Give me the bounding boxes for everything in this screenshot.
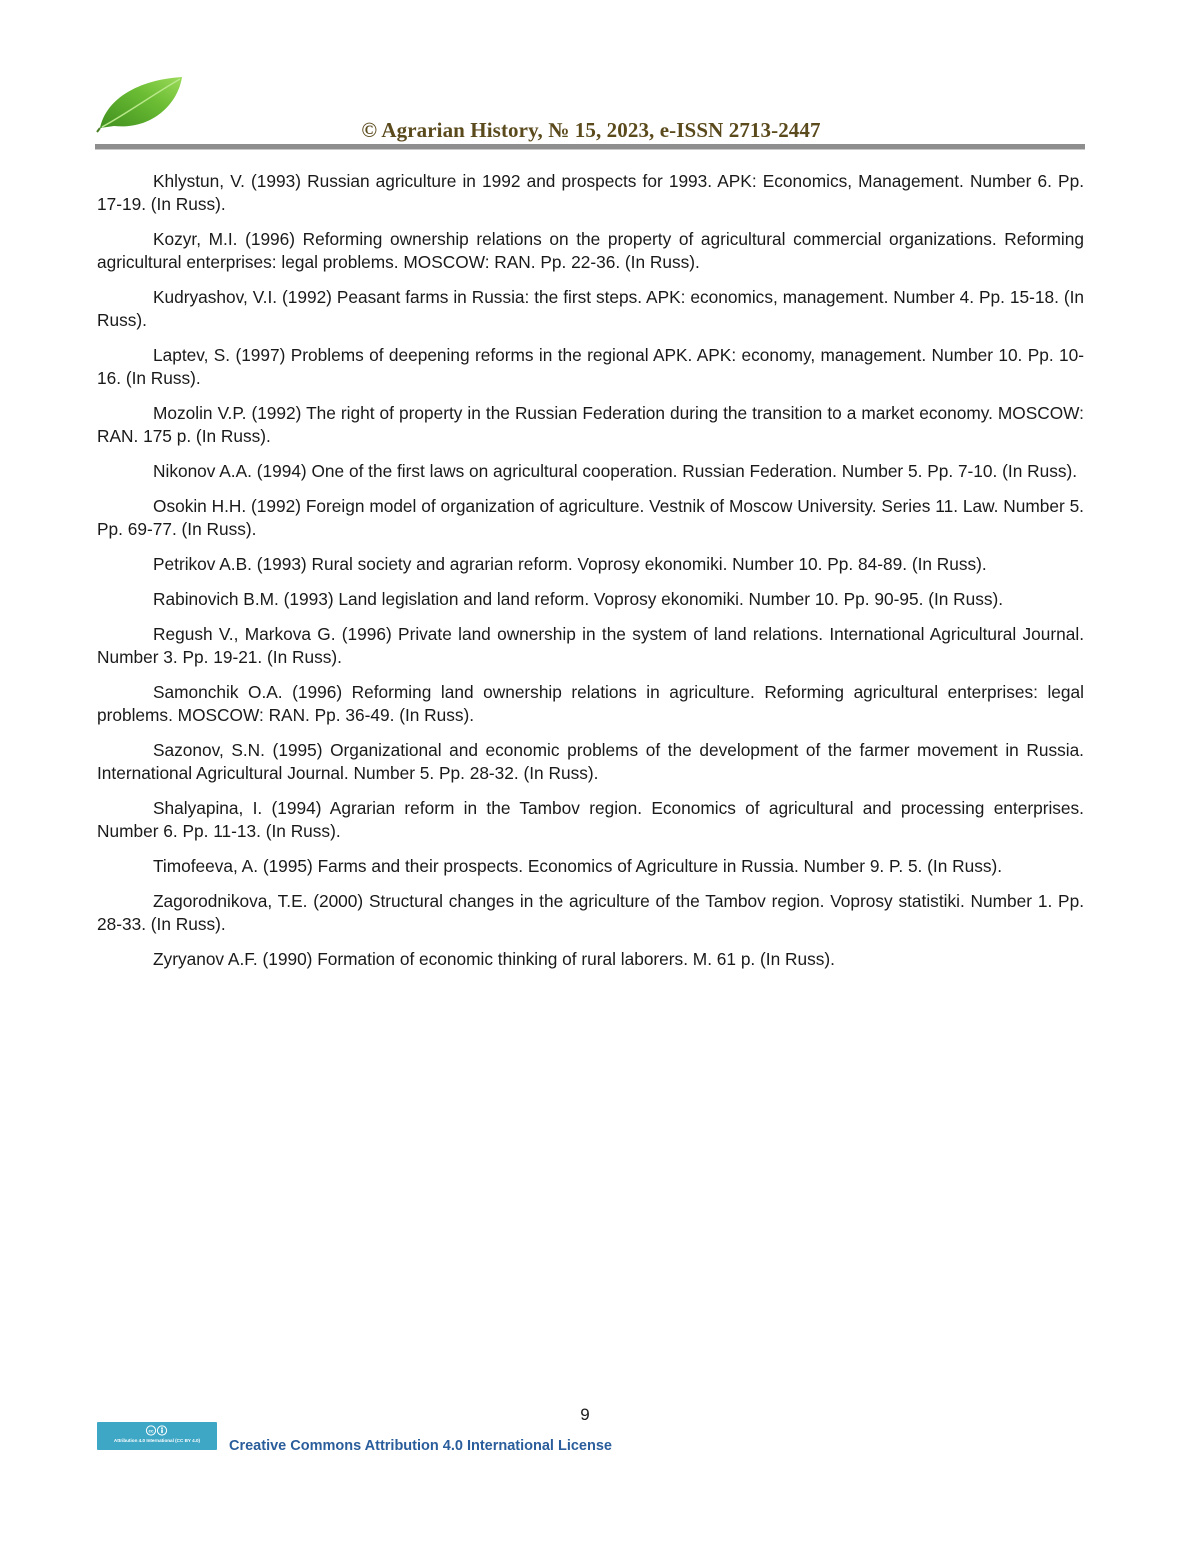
reference-entry: Zyryanov A.F. (1990) Formation of economic thinking of rural laborers. M. 61 p. (In Russ). xyxy=(153,949,835,969)
reference-entry: Khlystun, V. (1993) Russian agriculture in 1992 and prospects for 1993. APK: Economics, Management. Number 6. Pp. 17-19. (In Russ). xyxy=(97,171,1084,214)
reference-entry: Kudryashov, V.I. (1992) Peasant farms in Russia: the first steps. APK: economics, management. Number 4. Pp. 15-18. (In Russ). xyxy=(97,287,1084,330)
reference-entry: Osokin H.H. (1992) Foreign model of organization of agriculture. Vestnik of Moscow University. Series 11. Law. Number 5. Pp. 69-77. (In Russ). xyxy=(97,496,1084,539)
reference-entry: Sazonov, S.N. (1995) Organizational and economic problems of the development of the farmer movement in Russia. International Agricultural Journal. Number 5. Pp. 28-32. (In Russ). xyxy=(97,740,1084,783)
reference-entry: Regush V., Markova G. (1996) Private land ownership in the system of land relations. International Agricultural Journal. Number 3. Pp. 19-21. (In Russ). xyxy=(97,624,1084,667)
cc-by-icon xyxy=(145,1425,169,1436)
reference-entry: Shalyapina, I. (1994) Agrarian reform in the Tambov region. Economics of agricultural and processing enterprises. Number 6. Pp. 11-13. (In Russ). xyxy=(97,798,1084,841)
cc-license-badge[interactable] xyxy=(97,1422,217,1450)
reference-list xyxy=(97,170,1084,983)
reference-entry: Timofeeva, A. (1995) Farms and their prospects. Economics of Agriculture in Russia. Number 9. P. 5. (In Russ). xyxy=(153,856,1003,876)
journal-header: © Agrarian History, № 15, 2023, e-ISSN 2713-2447 xyxy=(361,118,821,142)
reference-entry: Kozyr, M.I. (1996) Reforming ownership relations on the property of agricultural commercial organizations. Reforming agricultural enterprises: legal problems. MOSCOW: RAN. Pp. 22-36. (In Russ). xyxy=(97,229,1084,272)
reference-entry: Rabinovich B.M. (1993) Land legislation and land reform. Voprosy ekonomiki. Number 10. Pp. 90-95. (In Russ). xyxy=(153,589,1004,609)
svg-text:cc: cc xyxy=(148,1428,154,1434)
reference-entry: Zagorodnikova, T.E. (2000) Structural changes in the agriculture of the Tambov region. Voprosy statistiki. Number 1. Pp. 28-33. (In Russ). xyxy=(97,891,1084,934)
reference-entry: Samonchik O.A. (1996) Reforming land ownership relations in agriculture. Reforming agricultural enterprises: legal problems. MOSCOW: RAN. Pp. 36-49. (In Russ). xyxy=(97,682,1084,725)
reference-entry: Laptev, S. (1997) Problems of deepening reforms in the regional APK. APK: economy, management. Number 10. Pp. 10-16. (In Russ). xyxy=(97,345,1084,388)
reference-entry: Mozolin V.P. (1992) The right of property in the Russian Federation during the transition to a market economy. MOSCOW: RAN. 175 p. (In Russ). xyxy=(97,403,1084,446)
reference-entry: Nikonov A.A. (1994) One of the first laws on agricultural cooperation. Russian Federation. Number 5. Pp. 7-10. (In Russ). xyxy=(153,461,1078,481)
page-number: 9 xyxy=(580,1405,590,1424)
license-link[interactable]: Creative Commons Attribution 4.0 International License xyxy=(229,1438,612,1454)
cc-badge-text: Attribution 4.0 International (CC BY 4.0) xyxy=(113,1438,201,1443)
header-divider xyxy=(95,144,1085,150)
reference-entry: Petrikov A.B. (1993) Rural society and agrarian reform. Voprosy ekonomiki. Number 10. Pp. 84-89. (In Russ). xyxy=(153,554,987,574)
